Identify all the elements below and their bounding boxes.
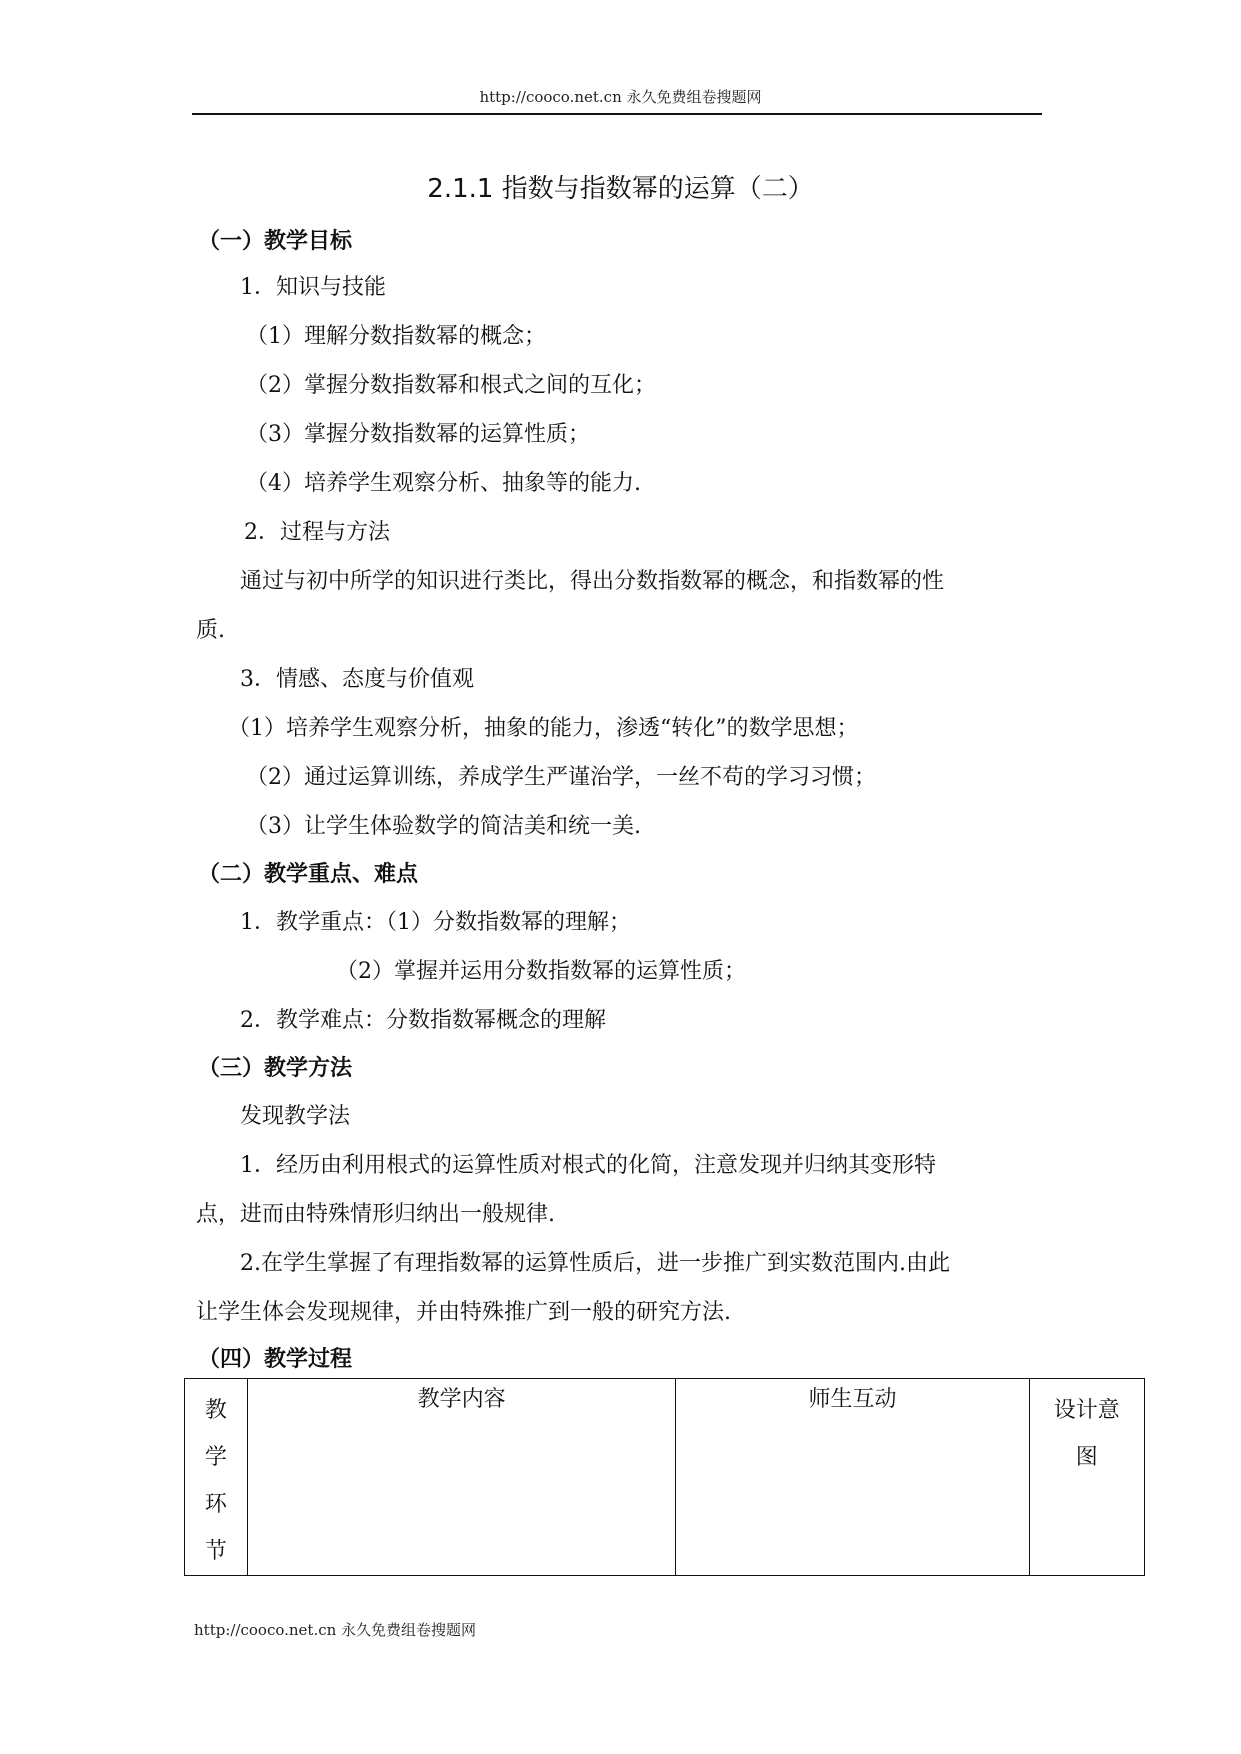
text-line: 让学生体会发现规律，并由特殊推广到一般的研究方法. xyxy=(196,1300,731,1325)
text-line: 2.在学生掌握了有理指数幂的运算性质后，进一步推广到实数范围内.由此 xyxy=(240,1251,950,1276)
table-header-content: 教学内容 xyxy=(417,1387,506,1412)
header-divider xyxy=(192,113,1042,115)
page-footer-url: http://cooco.net.cn 永久免费组卷搜题网 xyxy=(194,1621,477,1639)
table-cell-text: 图 xyxy=(1075,1445,1098,1470)
text-line: 发现教学法 xyxy=(240,1104,351,1129)
section-heading-objectives: （一）教学目标 xyxy=(198,229,353,254)
table-cell-text: 环 xyxy=(204,1492,227,1517)
page-title: 2.1.1 指数与指数幂的运算（二） xyxy=(427,174,814,204)
text-line: （1）理解分数指数幂的概念； xyxy=(246,324,546,349)
text-line: 点，进而由特殊情形归纳出一般规律. xyxy=(196,1202,555,1227)
text-line: 1．经历由利用根式的运算性质对根式的化简，注意发现并归纳其变形特 xyxy=(240,1153,936,1178)
text-line: （3）掌握分数指数幂的运算性质； xyxy=(246,422,590,447)
table-cell-stage xyxy=(185,1379,248,1576)
text-line: 1．知识与技能 xyxy=(240,275,386,300)
page-header-url: http://cooco.net.cn 永久免费组卷搜题网 xyxy=(479,88,762,106)
table-cell-text: 学 xyxy=(204,1445,227,1470)
table-header-interaction: 师生互动 xyxy=(808,1387,897,1412)
table-cell-content xyxy=(247,1379,676,1576)
text-line: （4）培养学生观察分析、抽象等的能力. xyxy=(246,471,641,496)
table-cell-text: 设计意 xyxy=(1053,1398,1120,1423)
table-cell-text: 教 xyxy=(204,1398,227,1423)
table-cell-text: 节 xyxy=(204,1539,227,1564)
table-cell-intent xyxy=(1029,1379,1144,1576)
text-line: 3．情感、态度与价值观 xyxy=(240,667,474,692)
section-heading-keypoints: （二）教学重点、难点 xyxy=(198,862,419,887)
section-heading-methods: （三）教学方法 xyxy=(198,1056,353,1081)
text-line: （2）掌握分数指数幂和根式之间的互化； xyxy=(246,373,656,398)
text-line: 1．教学重点：（1）分数指数幂的理解； xyxy=(240,910,631,935)
text-line: （1）培养学生观察分析，抽象的能力，渗透“转化”的数学思想； xyxy=(228,716,859,741)
text-line: 2．教学难点：分数指数幂概念的理解 xyxy=(240,1008,606,1033)
text-line: 2．过程与方法 xyxy=(244,520,390,545)
teaching-process-table xyxy=(184,1378,1145,1576)
table-cell-interaction xyxy=(676,1379,1029,1576)
text-line: 质. xyxy=(196,618,225,643)
text-line: （3）让学生体验数学的简洁美和统一美. xyxy=(246,814,641,839)
text-line: （2）通过运算训练，养成学生严谨治学，一丝不苟的学习习惯； xyxy=(246,765,876,790)
section-heading-process: （四）教学过程 xyxy=(198,1347,353,1372)
text-line: （2）掌握并运用分数指数幂的运算性质； xyxy=(336,959,746,984)
text-line: 通过与初中所学的知识进行类比，得出分数指数幂的概念，和指数幂的性 xyxy=(240,569,945,594)
